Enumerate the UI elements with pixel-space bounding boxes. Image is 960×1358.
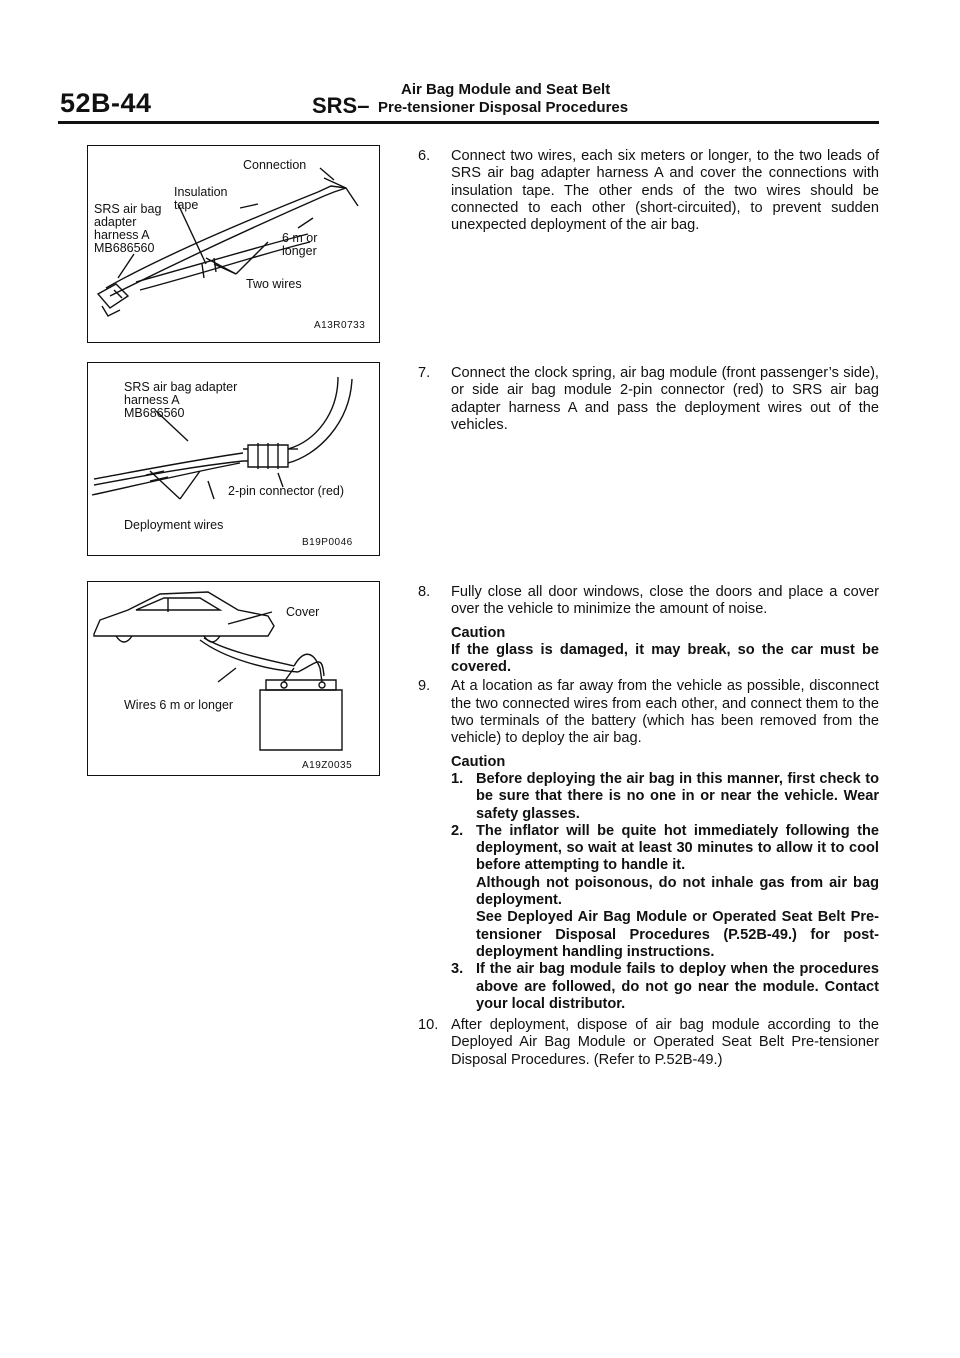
caution-number: 3. — [451, 961, 464, 978]
title-line-2: Pre-tensioner Disposal Procedures — [378, 99, 629, 116]
label-adapter-harness: SRS air bag adapter harness A MB686560 — [94, 202, 162, 255]
step-8-item — [418, 584, 879, 619]
step-10-item — [418, 1017, 879, 1069]
label-adapter-harness-2: SRS air bag adapter harness A MB686560 — [124, 380, 238, 420]
caution-item-3 — [418, 961, 879, 1013]
step-number: 8. — [418, 584, 431, 600]
page-title — [378, 81, 628, 117]
label-wire-length: 6 m or longer — [282, 231, 318, 258]
vehicle-battery-drawing — [88, 582, 379, 775]
header-rule — [58, 121, 879, 124]
step-text: Connect two wires, each six meters or longer, to the two leads of SRS air bag adapter harness A and cover the connections with insulation tape. The other ends of the two wires should be connected to each other (short-circuited), to prevent sudden unexpected deployment of the air bag. — [451, 148, 879, 234]
caution-title: Caution — [451, 624, 506, 641]
caution-title: Caution — [451, 753, 506, 770]
step-number: 7. — [418, 365, 431, 381]
caution-item-2-reference: See Deployed Air Bag Module or Operated Seat Belt Pre-tensioner Disposal Procedures (P.52B-49.) for post-deployment handling instructions. — [476, 909, 879, 960]
page-number: 52B-44 — [60, 88, 152, 118]
caution-item-text: The inflator will be quite hot immediately following the deployment, so wait at least 30 minutes to allow it to cool before attempting to handle it. — [476, 822, 879, 874]
label-connection: Connection — [243, 158, 307, 172]
figure-code: B19P0046 — [302, 537, 353, 548]
caution-number: 2. — [451, 822, 464, 839]
caution-item-1 — [418, 771, 879, 823]
caution-number: 1. — [451, 770, 464, 787]
figure-code: A13R0733 — [314, 320, 366, 331]
figure-vehicle-battery — [87, 581, 380, 776]
step-text: Fully close all door windows, close the doors and place a cover over the vehicle to minimize the amount of noise. — [451, 584, 879, 618]
step-number: 10. — [418, 1017, 439, 1034]
step-7 — [418, 365, 879, 434]
caution-text: If the glass is damaged, it may break, so the car must be covered. — [451, 641, 879, 676]
caution-item-2 — [418, 823, 879, 875]
step-number: 9. — [418, 678, 431, 695]
caution-item-text: If the air bag module fails to deploy when the procedures above are followed, do not go near the module. Contact your local distributor. — [476, 961, 879, 1012]
label-insulation-tape: Insulation tape — [174, 185, 228, 212]
caution-item-2-note: Although not poisonous, do not inhale gas from air bag deployment. — [476, 874, 879, 909]
step-text: Connect the clock spring, air bag module (front passenger’s side), or side air bag module 2-pin connector (red) to SRS air bag adapter harness A and pass the deployment wires out of the vehicles. — [451, 365, 879, 433]
label-2pin-connector: 2-pin connector (red) — [228, 484, 345, 498]
section-code: SRS– — [312, 93, 370, 118]
step-text: At a location as far away from the vehicle as possible, disconnect the two connected wires from each other, and connect them to the two terminals of the battery (which has been removed from the vehicle) to deploy the air bag. — [451, 678, 879, 747]
caution-item-text: Before deploying the air bag in this manner, first check to be sure that there is no one in or near the vehicle. Wear safety glasses. — [476, 770, 879, 822]
label-deployment-wires: Deployment wires — [124, 518, 224, 532]
step-text: After deployment, dispose of air bag module according to the Deployed Air Bag Module or Operated Seat Belt Pre-tensioner Disposal Procedures. (Refer to P.52B-49.) — [451, 1017, 879, 1068]
figure-adapter-wiring — [87, 145, 380, 343]
figure-connector — [87, 362, 380, 556]
step-number: 6. — [418, 148, 431, 164]
step-7-item — [418, 365, 879, 434]
label-wires-length: Wires 6 m or longer — [124, 698, 234, 712]
label-cover: Cover — [286, 605, 320, 619]
step-6-item — [418, 148, 879, 234]
label-two-wires: Two wires — [246, 277, 302, 291]
step-6 — [418, 148, 879, 234]
step-9-item — [418, 678, 879, 747]
steps-8-to-10 — [418, 584, 879, 1069]
title-line-1: Air Bag Module and Seat Belt — [401, 81, 611, 98]
figure-code: A19Z0035 — [302, 760, 353, 771]
